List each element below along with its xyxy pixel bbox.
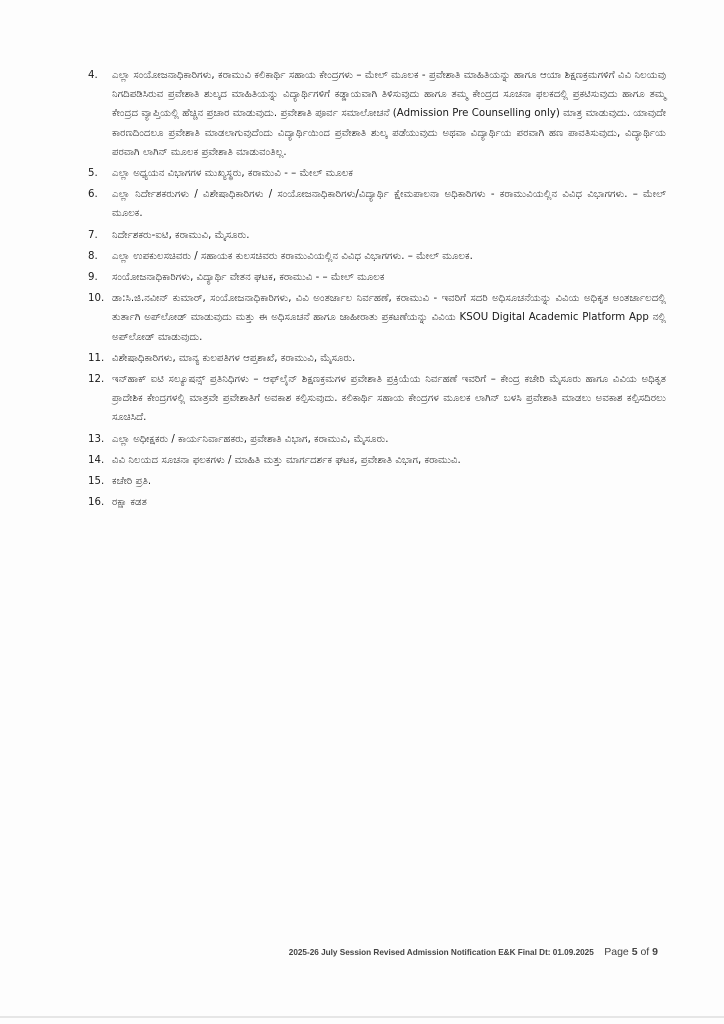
page-current: 5 <box>631 946 638 958</box>
list-item <box>88 370 666 428</box>
list-item <box>88 493 666 512</box>
item-text: ಎಲ್ಲಾ ಉಪಕುಲಸಚಿವರು / ಸಹಾಯಕ ಕುಲಸಚಿವರು ಕರಾಮುವಿಯಲ್ಲಿನ ವಿವಿಧ ವಿಭಾಗಗಳು. – ಮೇಲ್ ಮೂಲಕ. <box>112 250 473 262</box>
item-text: ಸಂಯೋಜನಾಧಿಕಾರಿಗಳು, ವಿದ್ಯಾರ್ಥಿ ವೇತನ ಘಟಕ, ಕರಾಮುವಿ - – ಮೇಲ್ ಮೂಲಕ <box>112 272 385 284</box>
list-item <box>88 164 666 183</box>
item-number: 15. <box>88 476 105 488</box>
item-number: 5. <box>88 168 98 180</box>
item-number: 13. <box>88 433 105 445</box>
item-number: 8. <box>88 250 98 262</box>
item-text: ರಕ್ಷಾ ಕಡತ <box>112 497 147 509</box>
item-number: 16. <box>88 497 105 509</box>
scan-edge <box>0 1016 724 1018</box>
list-item <box>88 268 666 287</box>
list-item <box>88 185 666 223</box>
item-text: ಎಲ್ಲಾ ನಿರ್ದೇಶಕರುಗಳು / ವಿಶೇಷಾಧಿಕಾರಿಗಳು / ಸಂಯೋಜನಾಧಿಕಾರಿಗಳು/ವಿದ್ಯಾರ್ಥಿ ಕ್ಷೇಮಪಾಲನಾ ಅಧಿಕಾರಿಗಳು - ಕರಾಮುವಿಯಲ್ಲಿನ ವಿವಿಧ ವಿಭಾಗಗಳು. – ಮೇಲ್ ಮೂಲಕ. <box>112 189 666 220</box>
page-footer <box>289 942 658 960</box>
document-reference: 2025-26 July Session Revised Admission Notification E&K Final Dt: 01.09.2025 <box>288 948 594 957</box>
item-number: 4. <box>88 70 98 81</box>
list-item <box>88 66 666 162</box>
page-of: of <box>640 946 650 958</box>
item-number: 12. <box>88 374 105 386</box>
list-item <box>88 430 666 449</box>
item-number: 10. <box>88 293 105 305</box>
page-number <box>604 946 658 958</box>
list-item <box>88 472 666 491</box>
item-text: ಕಚೇರಿ ಪ್ರತಿ. <box>112 476 152 488</box>
item-number: 7. <box>88 229 98 241</box>
item-text: ಎಲ್ಲಾ ಅಧ್ಯಯನ ವಿಭಾಗಗಳ ಮುಖ್ಯಸ್ಥರು, ಕರಾಮುವಿ - – ಮೇಲ್ ಮೂಲಕ <box>112 168 354 180</box>
item-text: ಎಲ್ಲಾ ಸಂಯೋಜನಾಧಿಕಾರಿಗಳು, ಕರಾಮುವಿ ಕಲಿಕಾರ್ಥಿ ಸಹಾಯ ಕೇಂದ್ರಗಳು – ಮೇಲ್ ಮೂಲಕ - ಪ್ರವೇಶಾತಿ ಮಾಹಿತಿಯನ್ನು ಹಾಗೂ ಆಯಾ ಶಿಕ್ಷಣಕ್ರಮಗಳಿಗೆ ವಿವಿ ನಿಲಯವು ನಿಗದಿಪಡಿಸಿರುವ ಪ್ರವೇಶಾತಿ ಶುಲ್ಕದ ಮಾಹಿತಿಯನ್ನು ವಿದ್ಯಾರ್ಥಿಗಳಿಗೆ ಕಡ್ಡಾಯವಾಗಿ ತಿಳಿಸುವುದು ಹಾಗೂ ತಮ್ಮ ಕೇಂದ್ರದ ಸೂಚನಾ ಫಲಕದಲ್ಲಿ ಪ್ರಕಟಿಸುವುದು ಹಾಗೂ ತಮ್ಮ ಕೇಂದ್ರದ ವ್ಯಾಪ್ತಿಯಲ್ಲಿ ಹೆಚ್ಚಿನ ಪ್ರಚಾರ ಮಾಡುವುದು. ಪ್ರವೇಶಾತಿ ಪೂರ್ವ ಸಮಾಲೋಚನೆ (Admission Pre Counselling only) ಮಾತ್ರ ಮಾಡುವುದು. ಯಾವುದೇ ಕಾರಣದಿಂದಲೂ ಪ್ರವೇಶಾತಿ ಮಾಡಲಾಗುವುದೆಂದು ವಿದ್ಯಾರ್ಥಿಯಿಂದ ಪ್ರವೇಶಾತಿ ಶುಲ್ಕ ಪಡೆಯುವುದು ಅಥವಾ ವಿದ್ಯಾರ್ಥಿಯ ಪರವಾಗಿ ಹಣ ಪಾವತಿಸುವುದು, ವಿದ್ಯಾರ್ಥಿಯ ಪರವಾಗಿ ಲಾಗಿನ್ ಮೂಲಕ ಪ್ರವೇಶಾತಿ ಮಾಡುವಂತಿಲ್ಲ. <box>112 70 666 158</box>
list-item <box>88 226 666 245</box>
item-text: ಎಲ್ಲಾ ಅಧೀಕ್ಷಕರು / ಕಾರ್ಯನಿರ್ವಾಹಕರು, ಪ್ರವೇಶಾತಿ ವಿಭಾಗ, ಕರಾಮುವಿ, ಮೈಸೂರು. <box>112 433 389 445</box>
list-item <box>88 349 666 368</box>
item-number: 14. <box>88 454 105 466</box>
page-word: Page <box>604 946 629 958</box>
list-item <box>88 247 666 266</box>
item-text: ಡಾ:ಸಿ.ಜಿ.ನವೀನ್ ಕುಮಾರ್, ಸಂಯೋಜನಾಧಿಕಾರಿಗಳು, ವಿವಿ ಅಂತರ್ಜಾಲ ನಿರ್ವಹಣೆ, ಕರಾಮುವಿ - ಇವರಿಗೆ ಸದರಿ ಅಧಿಸೂಚನೆಯನ್ನು ವಿವಿಯ ಅಧಿಕೃತ ಅಂತರ್ಜಾಲದಲ್ಲಿ ತುರ್ತಾಗಿ ಅಪ್‌ಲೋಡ್ ಮಾಡುವುದು ಮತ್ತು ಈ ಅಧಿಸೂಚನೆ ಹಾಗೂ ಜಾಹೀರಾತು ಪ್ರಕಟಣೆಯನ್ನು ವಿವಿಯ KSOU Digital Academic Platform App ನಲ್ಲಿ ಅಪ್‌ಲೋಡ್ ಮಾಡುವುದು. <box>112 293 666 343</box>
item-number: 6. <box>88 189 98 201</box>
item-number: 11. <box>88 352 105 364</box>
page-total: 9 <box>652 946 658 958</box>
distribution-list <box>88 66 666 514</box>
item-text: ವಿವಿ ನಿಲಯದ ಸೂಚನಾ ಫಲಕಗಳು / ಮಾಹಿತಿ ಮತ್ತು ಮಾರ್ಗದರ್ಶಕ ಘಟಕ, ಪ್ರವೇಶಾತಿ ವಿಭಾಗ, ಕರಾಮುವಿ. <box>112 454 461 466</box>
item-text: ವಿಶೇಷಾಧಿಕಾರಿಗಳು, ಮಾನ್ಯ ಕುಲಪತಿಗಳ ಆಪ್ತಶಾಖೆ, ಕರಾಮುವಿ, ಮೈಸೂರು. <box>112 352 356 364</box>
item-number: 9. <box>88 272 98 284</box>
item-text: ನಿರ್ದೇಶಕರು-ಐಟಿ, ಕರಾಮುವಿ, ಮೈಸೂರು. <box>112 229 250 241</box>
list-item <box>88 451 666 470</box>
item-text: ಇನ್‌ಹಾಕ್ ಐಟಿ ಸಲ್ಯೂಷನ್ಸ್ ಪ್ರತಿನಿಧಿಗಳು – ಆಫ್‌ಲೈನ್ ಶಿಕ್ಷಣಕ್ರಮಗಳ ಪ್ರವೇಶಾತಿ ಪ್ರಕ್ರಿಯೆಯ ನಿರ್ವಹಣೆ ಇವರಿಗೆ – ಕೇಂದ್ರ ಕಚೇರಿ ಮೈಸೂರು ಹಾಗೂ ವಿವಿಯ ಅಧಿಕೃತ ಪ್ರಾದೇಶಿಕ ಕೇಂದ್ರಗಳಲ್ಲಿ ಮಾತ್ರವೇ ಪ್ರವೇಶಾತಿಗೆ ಅವಕಾಶ ಕಲ್ಪಿಸುವುದು. ಕಲಿಕಾರ್ಥಿ ಸಹಾಯ ಕೇಂದ್ರಗಳ ಮೂಲಕ ಲಾಗಿನ್ ಬಳಸಿ ಪ್ರವೇಶಾತಿ ಮಾಡಲು ಅವಕಾಶ ಕಲ್ಪಿಸದಿರಲು ಸೂಚಿಸಿದೆ. <box>112 374 666 424</box>
list-item <box>88 289 666 347</box>
